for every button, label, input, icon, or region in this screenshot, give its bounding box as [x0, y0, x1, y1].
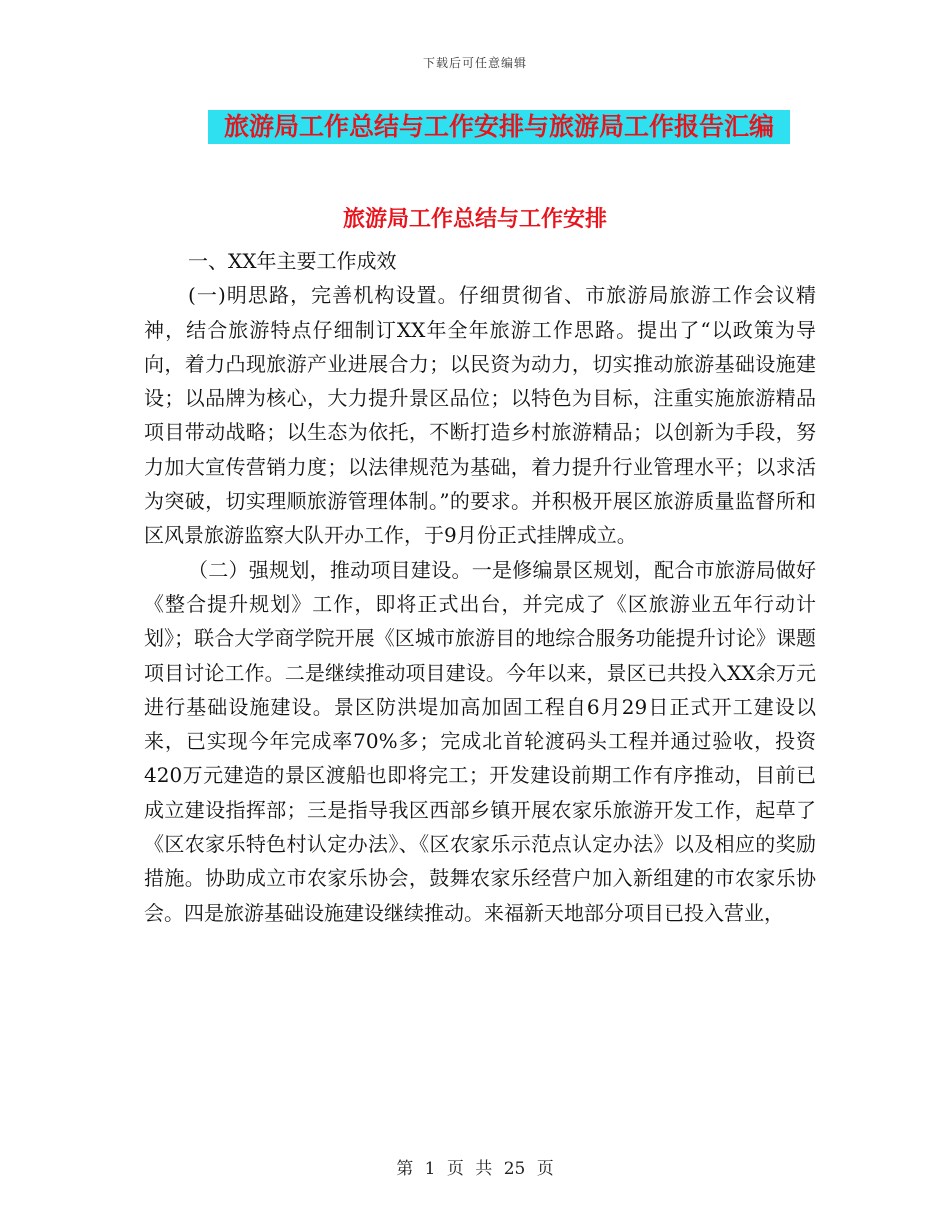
header-note: 下载后可任意编辑	[422, 56, 527, 70]
paragraph-2: （二）强规划，推动项目建设。一是修编景区规划，配合市旅游局做好《整合提升规划》工作，即将正式出台，并完成了《区旅游业五年行动计划》；联合大学商学院开展《区城市旅游目的地综合服务功能提升讨论》课题项目讨论工作。二是继续推动项目建设。今年以来，景区已共投入XX余万元进行基础设施建设。景区防洪堤加高加固工程自6月29日正式开工建设以来，已实现今年完成率70%多；完成北首轮渡码头工程并通过验收，投资420万元建造的景区渡船也即将完工；开发建设前期工作有序推动，目前已成立建设指挥部；三是指导我区西部乡镇开展农家乐旅游开发工作，起草了《区农家乐特色村认定办法》、《区农家乐示范点认定办法》以及相应的奖励措施。协助成立市农家乐协会，鼓舞农家乐经营户加入新组建的市农家乐协会。四是旅游基础设施建设继续推动。来福新天地部分项目已投入营业，	[144, 557, 816, 925]
paragraph-1: (一)明思路，完善机构设置。仔细贯彻省、市旅游局旅游工作会议精神，结合旅游特点仔细制订XX年全年旅游工作思路。提出了“以政策为导向，着力凸现旅游产业进展合力；以民资为动力，切实推动旅游基础设施建设；以品牌为核心，大力提升景区品位；以特色为目标，注重实施旅游精品项目带动战略；以生态为依托，不断打造乡村旅游精品；以创新为手段，努力加大宣传营销力度；以法律规范为基础，着力提升行业管理水平；以求活为突破，切实理顺旅游管理体制。”的要求。并积极开展区旅游质量监督所和区风景旅游监察大队开办工作，于9月份正式挂牌成立。	[144, 283, 816, 548]
section-title: 旅游局工作总结与工作安排	[342, 206, 607, 232]
document-title: 旅游局工作总结与工作安排与旅游局工作报告汇编	[208, 110, 790, 144]
heading-main-achievements: 一、XX年主要工作成效	[188, 249, 397, 273]
document-body	[144, 244, 816, 930]
page-footer: 第 1 页 共 25 页	[396, 1159, 554, 1179]
